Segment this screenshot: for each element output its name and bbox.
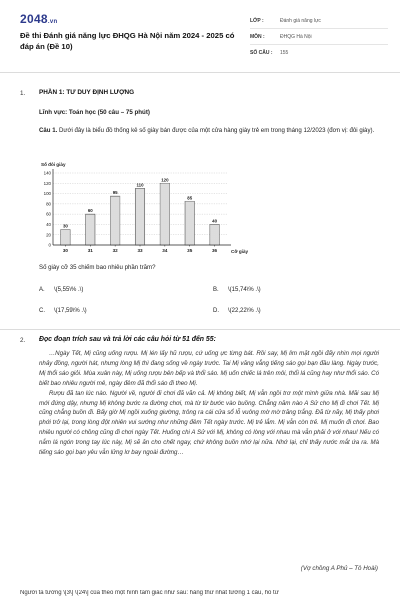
x-axis-label: Cỡ giày — [231, 249, 249, 254]
bar — [160, 183, 169, 245]
header — [0, 0, 400, 70]
logo-main: 2048 — [20, 12, 48, 26]
passage-paragraph: …Ngày Tết, Mị cũng uống rượu. Mị lén lấy hũ rượu, cứ uống ực từng bát. Rồi say, Mị lim mặt ngồi đấy nhìn mọi người nhảy đồng, người hát, nhưng lòng Mị thì đang sống về ngày trước. Tai Mị văng vẳng tiếng sáo gọi bạn đầu làng. Ngày trước, Mị thổi sáo giỏi. Mùa xuân này, Mị uống rượu bên bếp và thổi sáo. Mị uốn chiếc lá trên môi, thổi lá cũng hay như thổi sáo. Có biết bao nhiêu người mê, ngày đêm đã thổi sáo đi theo Mị. — [39, 350, 379, 387]
meta-label: LỚP : — [250, 17, 264, 24]
passage-paragraph: Rượu đã tan lúc nào. Người về, người đi chơi đã vãn cả. Mị không biết, Mị vẫn ngồi trơ một mình giữa nhà. Mãi sau Mị mới đứng dậy, nhưng Mị không bước ra đường chơi, mà từ từ bước vào buồng. Chẳng năm nào A Sử cho Mị đi chơi Tết. Mị cũng chẳng buồn đi. Bấy giờ Mị ngồi xuống giường, trông ra cái cửa sổ lỗ vuông mờ mờ trăng trắng. Đã từ nãy, Mị thấy phơi phới trở lại, trong lòng đột nhiên vui sướng như những đêm Tết ngày trước. Mị trẻ lắm. Mị vẫn còn trẻ. Mị muốn đi chơi. Bao nhiêu người có chồng cũng đi chơi ngày Tết. Huống chi A Sử với Mị, không có lòng với nhau mà vẫn phải ở với nhau! Nếu có nắm lá ngón trong tay lúc này, Mị sẽ ăn cho chết ngay, chứ không buồn nhớ lại nữa. Nhớ lại, chỉ thấy nước mắt ứa ra. Mà tiếng sáo gọi bạn yêu vẫn lửng lơ bay ngoài đường… — [39, 389, 379, 457]
option-a[interactable] — [39, 287, 83, 293]
option-key: A. — [39, 287, 45, 293]
meta-value: 155 — [280, 49, 289, 56]
bar — [110, 196, 119, 245]
part-title: PHẦN 1: TƯ DUY ĐỊNH LƯỢNG — [39, 89, 135, 96]
bar — [135, 188, 144, 245]
y-tick-label: 140 — [43, 170, 51, 176]
y-tick-label: 120 — [43, 180, 51, 186]
option-key: B. — [213, 287, 219, 293]
option-text: \(5,55\% .\) — [54, 287, 84, 293]
bar-value-label: 30 — [62, 223, 68, 229]
x-tick-label: 35 — [187, 248, 193, 253]
bar-value-label: 120 — [161, 177, 169, 183]
bar — [185, 201, 194, 245]
question-label: Câu 1. — [39, 127, 58, 134]
question-prompt: Số giày cỡ 35 chiếm bao nhiêu phần trăm? — [39, 264, 156, 271]
y-tick-label: 0 — [48, 242, 51, 248]
meta-value: Đánh giá năng lực — [280, 17, 321, 24]
question-body: Dưới đây là biểu đồ thống kê số giày bán được của một cửa hàng giày trẻ em trong tháng 12/2023 (đơn vị: đôi giày). — [59, 127, 375, 134]
option-c[interactable] — [39, 308, 87, 314]
reading-instruction: Đọc đoạn trích sau và trả lời các câu hỏi từ 51 đến 55: — [39, 336, 216, 343]
x-tick-label: 34 — [162, 248, 168, 253]
x-tick-label: 31 — [87, 248, 93, 253]
option-text: \(17,59\% .\) — [54, 308, 87, 314]
option-text: \(22,22\% .\) — [228, 308, 261, 314]
meta-label: MÔN : — [250, 33, 265, 40]
option-key: D. — [213, 308, 219, 314]
bar-value-label: 40 — [212, 218, 218, 224]
x-tick-label: 32 — [112, 248, 118, 253]
reading-passage — [39, 349, 379, 458]
bar-chart — [39, 160, 269, 260]
question-number: 2. — [20, 337, 26, 344]
y-tick-label: 20 — [46, 232, 51, 238]
bar — [86, 214, 95, 245]
field-title: Lĩnh vực: Toán học (50 câu – 75 phút) — [39, 109, 150, 116]
option-text: \(15,74\% .\) — [228, 287, 261, 293]
option-d[interactable] — [213, 308, 261, 314]
meta-row-class — [250, 13, 388, 29]
y-tick-label: 80 — [46, 201, 51, 207]
bar — [210, 224, 219, 245]
option-key: C. — [39, 308, 45, 314]
question-text — [39, 126, 384, 136]
section-divider — [0, 329, 400, 330]
bar-value-label: 60 — [87, 208, 93, 214]
y-tick-label: 40 — [46, 222, 51, 228]
meta-table — [250, 13, 388, 60]
bar-value-label: 85 — [187, 195, 193, 201]
meta-label: SỐ CÂU : — [250, 49, 273, 56]
bar-value-label: 95 — [112, 190, 118, 196]
x-tick-label: 33 — [137, 248, 143, 253]
site-logo[interactable] — [20, 12, 57, 26]
y-axis-label: Số đôi giày — [41, 162, 66, 167]
passage-source: (Vợ chồng A Phủ – Tô Hoài) — [300, 565, 378, 572]
header-divider — [0, 72, 400, 73]
y-tick-label: 100 — [43, 191, 51, 197]
option-b[interactable] — [213, 287, 261, 293]
bar — [61, 230, 70, 245]
y-ticks — [44, 171, 52, 248]
meta-row-subject — [250, 29, 388, 45]
bar-value-label: 110 — [136, 182, 144, 188]
document-title: Đề thi Đánh giá năng lực ĐHQG Hà Nội năm 2024 - 2025 có đáp án (Đề 10) — [20, 31, 235, 51]
x-tick-label: 30 — [62, 248, 68, 253]
x-tick-label: 36 — [212, 248, 218, 253]
logo-suffix: .vn — [47, 19, 58, 25]
meta-row-count — [250, 45, 388, 60]
meta-value: ĐHQG Hà Nội — [280, 33, 312, 40]
x-ticks — [63, 245, 218, 253]
question-number: 1. — [20, 90, 26, 97]
y-tick-label: 60 — [46, 211, 51, 217]
next-question-partial: Người ta tường \[3\] \(24\] của theo một hình tam giác như sau: hàng thứ nhất tường 1 câu, hố từ — [20, 590, 279, 596]
